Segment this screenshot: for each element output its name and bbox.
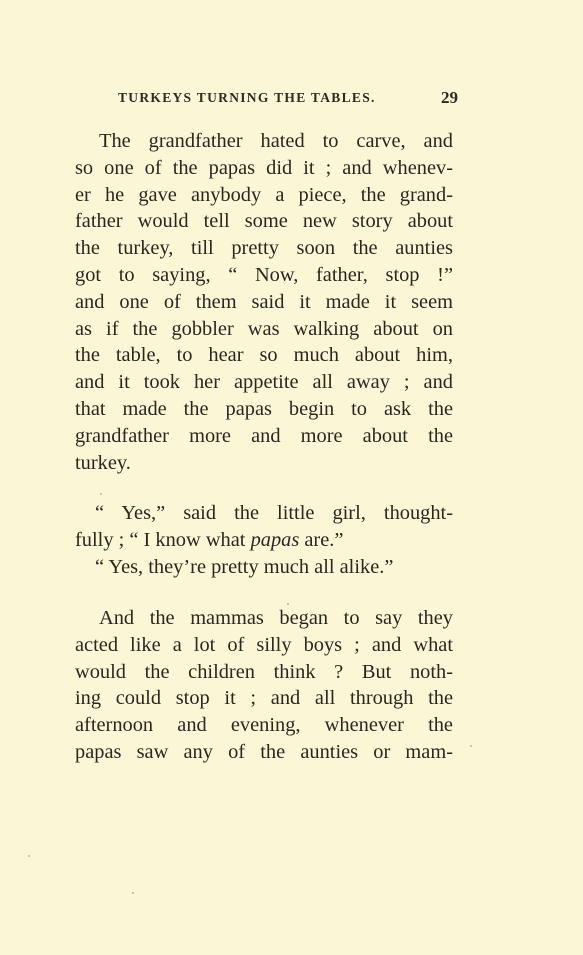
paragraph-line: er he gave anybody a piece, the grand- xyxy=(75,183,453,206)
dialogue-line: “ Yes,” said the little girl, thought- xyxy=(95,502,453,524)
paragraph-line: that made the papas begin to ask the xyxy=(75,397,453,420)
dialogue-text: are.” xyxy=(299,528,344,551)
dialogue-line xyxy=(75,527,453,554)
paragraph-2 xyxy=(75,605,453,766)
paragraph-line: papas saw any of the aunties or mam- xyxy=(75,740,453,763)
paragraph-line: acted like a lot of silly boys ; and what xyxy=(75,633,453,656)
paper-speck xyxy=(132,892,134,894)
running-head xyxy=(118,90,458,106)
paragraph-line: The grandfather hated to carve, and xyxy=(99,130,453,152)
paragraph-line: And the mammas began to say they xyxy=(99,607,453,629)
paragraph-line: grandfather more and more about the xyxy=(75,424,453,447)
running-title: TURKEYS TURNING THE TABLES. xyxy=(118,90,376,105)
paragraph-line: turkey. xyxy=(75,451,131,474)
dialogue-text: fully ; “ I know what xyxy=(75,528,251,551)
paragraph-line: so one of the papas did it ; and whenev- xyxy=(75,156,453,179)
paragraph-line: as if the gobbler was walking about on xyxy=(75,317,453,340)
paper-speck xyxy=(100,493,102,495)
paragraph-line: and one of them said it made it seem xyxy=(75,290,453,313)
paragraph-line: afternoon and evening, whenever the xyxy=(75,714,453,737)
paragraph-line: father would tell some new story about xyxy=(75,210,453,233)
paragraph-line: the turkey, till pretty soon the aunties xyxy=(75,237,453,260)
paragraph-line: got to saying, “ Now, father, stop !” xyxy=(75,263,453,286)
paper-speck xyxy=(28,855,30,857)
paragraph-line: ing could stop it ; and all through the xyxy=(75,687,453,710)
paragraph-line: and it took her appetite all away ; and xyxy=(75,371,453,394)
paragraph-1 xyxy=(75,128,453,476)
dialogue-block xyxy=(75,500,453,580)
paragraph-line: the table, to hear so much about him, xyxy=(75,344,453,367)
page-number: 29 xyxy=(441,88,458,107)
paper-speck xyxy=(287,603,289,605)
paragraph-line: would the children think ? But noth- xyxy=(75,660,453,683)
dialogue-line: “ Yes, they’re pretty much all alike.” xyxy=(95,555,394,578)
paper-speck xyxy=(470,745,472,747)
dialogue-italic-word: papas xyxy=(250,528,300,551)
